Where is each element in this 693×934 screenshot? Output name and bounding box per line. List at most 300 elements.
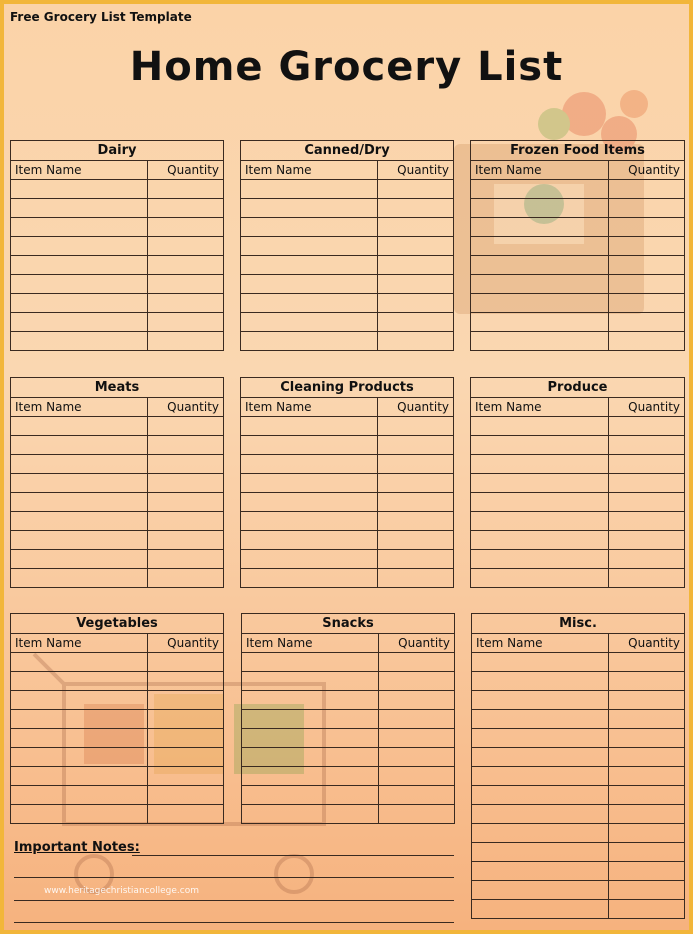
quantity-cell[interactable]	[377, 455, 453, 474]
table-row	[241, 493, 454, 512]
table-row	[471, 218, 685, 237]
table-row	[471, 237, 685, 256]
table-row	[471, 332, 685, 351]
section-title: Canned/Dry	[241, 141, 454, 161]
table-row	[471, 294, 685, 313]
table-row	[472, 748, 685, 767]
table-row	[471, 275, 685, 294]
quantity-cell[interactable]	[378, 672, 454, 691]
table-row	[242, 805, 455, 824]
quantity-header: Quantity	[377, 398, 453, 417]
quantity-header: Quantity	[147, 398, 223, 417]
section-title: Meats	[11, 378, 224, 398]
table-row	[11, 786, 224, 805]
item-name-header: Item Name	[11, 161, 148, 180]
item-name-cell[interactable]	[242, 653, 379, 672]
quantity-cell[interactable]	[147, 550, 223, 569]
table-row	[11, 550, 224, 569]
table-row	[472, 881, 685, 900]
item-name-cell[interactable]	[241, 237, 378, 256]
quantity-cell[interactable]	[147, 294, 223, 313]
table-row	[472, 672, 685, 691]
table-row	[471, 436, 685, 455]
section-title: Produce	[471, 378, 685, 398]
item-name-cell[interactable]	[472, 729, 609, 748]
quantity-cell[interactable]	[377, 294, 453, 313]
table-row	[471, 180, 685, 199]
item-name-cell[interactable]	[11, 237, 148, 256]
table-row	[472, 729, 685, 748]
quantity-cell[interactable]	[147, 531, 223, 550]
quantity-cell[interactable]	[377, 256, 453, 275]
item-name-cell[interactable]	[11, 729, 148, 748]
item-name-cell[interactable]	[241, 569, 378, 588]
quantity-cell[interactable]	[147, 455, 223, 474]
table-row	[471, 569, 685, 588]
table-row	[241, 218, 454, 237]
item-name-cell[interactable]	[11, 653, 148, 672]
item-name-cell[interactable]	[11, 805, 148, 824]
quantity-cell[interactable]	[608, 237, 684, 256]
notes-line[interactable]	[14, 900, 454, 901]
item-name-cell[interactable]	[472, 767, 609, 786]
table-row	[471, 417, 685, 436]
quantity-cell[interactable]	[378, 710, 454, 729]
table-row	[242, 710, 455, 729]
item-name-cell[interactable]	[241, 436, 378, 455]
quantity-cell[interactable]	[608, 550, 684, 569]
quantity-cell[interactable]	[377, 569, 453, 588]
table-row	[472, 900, 685, 919]
table-row	[11, 256, 224, 275]
quantity-cell[interactable]	[378, 653, 454, 672]
item-name-cell[interactable]	[11, 199, 148, 218]
quantity-cell[interactable]	[377, 417, 453, 436]
quantity-cell[interactable]	[608, 729, 684, 748]
grocery-section-table	[10, 377, 224, 588]
notes-line[interactable]	[14, 922, 454, 923]
item-name-cell[interactable]	[471, 275, 609, 294]
item-name-cell[interactable]	[242, 710, 379, 729]
item-name-cell[interactable]	[242, 748, 379, 767]
important-notes-label: Important Notes:	[14, 840, 140, 855]
table-row	[11, 294, 224, 313]
quantity-cell[interactable]	[147, 237, 223, 256]
quantity-cell[interactable]	[147, 313, 223, 332]
item-name-cell[interactable]	[11, 294, 148, 313]
quantity-cell[interactable]	[147, 672, 223, 691]
item-name-header: Item Name	[242, 634, 379, 653]
table-row	[11, 180, 224, 199]
item-name-cell[interactable]	[471, 237, 609, 256]
table-row	[242, 729, 455, 748]
quantity-cell[interactable]	[377, 180, 453, 199]
item-name-cell[interactable]	[11, 672, 148, 691]
quantity-cell[interactable]	[147, 275, 223, 294]
item-name-cell[interactable]	[11, 455, 148, 474]
item-name-cell[interactable]	[241, 275, 378, 294]
quantity-cell[interactable]	[377, 436, 453, 455]
notes-line[interactable]	[132, 855, 454, 856]
item-name-cell[interactable]	[471, 199, 609, 218]
item-name-cell[interactable]	[471, 180, 609, 199]
item-name-cell[interactable]	[471, 313, 609, 332]
quantity-cell[interactable]	[608, 332, 684, 351]
quantity-header: Quantity	[147, 161, 223, 180]
table-row	[11, 332, 224, 351]
quantity-cell[interactable]	[608, 691, 684, 710]
item-name-cell[interactable]	[471, 512, 609, 531]
quantity-header: Quantity	[608, 398, 684, 417]
quantity-cell[interactable]	[608, 569, 684, 588]
table-row	[11, 569, 224, 588]
item-name-cell[interactable]	[11, 218, 148, 237]
item-name-cell[interactable]	[472, 691, 609, 710]
quantity-cell[interactable]	[608, 455, 684, 474]
item-name-cell[interactable]	[242, 691, 379, 710]
table-row	[242, 786, 455, 805]
item-name-cell[interactable]	[11, 786, 148, 805]
item-name-cell[interactable]	[11, 275, 148, 294]
watermark: www.heritagechristiancollege.com	[44, 886, 199, 896]
item-name-cell[interactable]	[471, 531, 609, 550]
item-name-cell[interactable]	[472, 843, 609, 862]
quantity-cell[interactable]	[378, 691, 454, 710]
section-title: Snacks	[242, 614, 455, 634]
table-row	[472, 805, 685, 824]
table-row	[472, 843, 685, 862]
item-name-cell[interactable]	[472, 653, 609, 672]
table-row	[472, 824, 685, 843]
item-name-cell[interactable]	[242, 672, 379, 691]
quantity-cell[interactable]	[377, 531, 453, 550]
table-row	[241, 474, 454, 493]
item-name-cell[interactable]	[471, 436, 609, 455]
quantity-cell[interactable]	[608, 653, 684, 672]
quantity-cell[interactable]	[377, 512, 453, 531]
notes-line[interactable]	[14, 877, 454, 878]
quantity-cell[interactable]	[608, 256, 684, 275]
table-row	[241, 180, 454, 199]
quantity-cell[interactable]	[147, 512, 223, 531]
quantity-cell[interactable]	[147, 332, 223, 351]
quantity-cell[interactable]	[608, 824, 684, 843]
quantity-cell[interactable]	[608, 294, 684, 313]
table-row	[472, 653, 685, 672]
item-name-cell[interactable]	[11, 691, 148, 710]
item-name-cell[interactable]	[241, 474, 378, 493]
quantity-cell[interactable]	[378, 729, 454, 748]
table-row	[11, 237, 224, 256]
quantity-cell[interactable]	[378, 786, 454, 805]
quantity-cell[interactable]	[608, 710, 684, 729]
item-name-cell[interactable]	[11, 417, 148, 436]
table-row	[242, 672, 455, 691]
table-row	[241, 332, 454, 351]
quantity-cell[interactable]	[608, 275, 684, 294]
item-name-cell[interactable]	[11, 436, 148, 455]
quantity-cell[interactable]	[147, 691, 223, 710]
table-row	[241, 436, 454, 455]
table-row	[11, 672, 224, 691]
table-row	[471, 199, 685, 218]
item-name-cell[interactable]	[241, 493, 378, 512]
table-row	[241, 569, 454, 588]
grocery-section-table	[471, 613, 685, 919]
quantity-cell[interactable]	[147, 256, 223, 275]
item-name-cell[interactable]	[11, 256, 148, 275]
table-row	[241, 294, 454, 313]
item-name-cell[interactable]	[11, 767, 148, 786]
quantity-cell[interactable]	[608, 672, 684, 691]
item-name-cell[interactable]	[471, 218, 609, 237]
quantity-cell[interactable]	[147, 805, 223, 824]
quantity-cell[interactable]	[147, 729, 223, 748]
item-name-cell[interactable]	[472, 748, 609, 767]
table-row	[11, 417, 224, 436]
item-name-cell[interactable]	[471, 294, 609, 313]
quantity-cell[interactable]	[378, 767, 454, 786]
section-title: Misc.	[472, 614, 685, 634]
table-row	[11, 691, 224, 710]
table-row	[241, 256, 454, 275]
item-name-cell[interactable]	[242, 805, 379, 824]
quantity-header: Quantity	[378, 634, 454, 653]
quantity-cell[interactable]	[147, 786, 223, 805]
quantity-cell[interactable]	[608, 417, 684, 436]
item-name-cell[interactable]	[11, 710, 148, 729]
quantity-cell[interactable]	[377, 332, 453, 351]
table-row	[11, 512, 224, 531]
section-title: Dairy	[11, 141, 224, 161]
quantity-cell[interactable]	[608, 474, 684, 493]
item-name-cell[interactable]	[241, 512, 378, 531]
grocery-section-table	[240, 377, 454, 588]
item-name-header: Item Name	[241, 161, 378, 180]
table-row	[11, 218, 224, 237]
item-name-cell[interactable]	[471, 493, 609, 512]
table-row	[11, 313, 224, 332]
item-name-cell[interactable]	[11, 493, 148, 512]
grocery-section-table	[10, 140, 224, 351]
item-name-cell[interactable]	[242, 767, 379, 786]
quantity-cell[interactable]	[377, 275, 453, 294]
item-name-cell[interactable]	[241, 180, 378, 199]
quantity-cell[interactable]	[147, 653, 223, 672]
quantity-cell[interactable]	[608, 843, 684, 862]
quantity-cell[interactable]	[608, 180, 684, 199]
quantity-cell[interactable]	[608, 531, 684, 550]
table-row	[11, 493, 224, 512]
table-row	[471, 455, 685, 474]
item-name-cell[interactable]	[471, 332, 609, 351]
quantity-cell[interactable]	[608, 512, 684, 531]
table-row	[471, 550, 685, 569]
item-name-cell[interactable]	[472, 805, 609, 824]
item-name-header: Item Name	[11, 398, 148, 417]
quantity-cell[interactable]	[147, 493, 223, 512]
item-name-cell[interactable]	[472, 881, 609, 900]
table-row	[241, 512, 454, 531]
item-name-cell[interactable]	[11, 550, 148, 569]
quantity-cell[interactable]	[608, 436, 684, 455]
table-row	[471, 531, 685, 550]
table-row	[472, 691, 685, 710]
quantity-cell[interactable]	[377, 493, 453, 512]
quantity-cell[interactable]	[608, 199, 684, 218]
quantity-cell[interactable]	[608, 313, 684, 332]
grocery-section-table	[241, 613, 455, 824]
table-row	[471, 313, 685, 332]
section-title: Frozen Food Items	[471, 141, 685, 161]
table-row	[471, 512, 685, 531]
item-name-cell[interactable]	[241, 218, 378, 237]
item-name-cell[interactable]	[11, 531, 148, 550]
quantity-cell[interactable]	[608, 748, 684, 767]
quantity-cell[interactable]	[147, 748, 223, 767]
quantity-header: Quantity	[608, 161, 684, 180]
table-row	[11, 767, 224, 786]
quantity-cell[interactable]	[147, 710, 223, 729]
item-name-cell[interactable]	[471, 550, 609, 569]
item-name-cell[interactable]	[471, 474, 609, 493]
table-row	[11, 474, 224, 493]
item-name-cell[interactable]	[241, 332, 378, 351]
table-row	[241, 199, 454, 218]
section-title: Cleaning Products	[241, 378, 454, 398]
item-name-cell[interactable]	[472, 672, 609, 691]
quantity-cell[interactable]	[608, 862, 684, 881]
grocery-section-table	[470, 140, 685, 351]
item-name-cell[interactable]	[241, 531, 378, 550]
item-name-cell[interactable]	[241, 417, 378, 436]
item-name-cell[interactable]	[241, 313, 378, 332]
table-row	[471, 493, 685, 512]
item-name-cell[interactable]	[472, 824, 609, 843]
quantity-cell[interactable]	[608, 786, 684, 805]
quantity-cell[interactable]	[377, 218, 453, 237]
item-name-cell[interactable]	[11, 313, 148, 332]
item-name-header: Item Name	[241, 398, 378, 417]
item-name-cell[interactable]	[241, 550, 378, 569]
item-name-header: Item Name	[471, 161, 609, 180]
table-row	[241, 550, 454, 569]
table-row	[241, 417, 454, 436]
item-name-cell[interactable]	[242, 729, 379, 748]
item-name-header: Item Name	[471, 398, 609, 417]
quantity-cell[interactable]	[608, 493, 684, 512]
item-name-cell[interactable]	[11, 474, 148, 493]
item-name-header: Item Name	[11, 634, 148, 653]
quantity-cell[interactable]	[147, 417, 223, 436]
table-row	[11, 805, 224, 824]
table-row	[472, 710, 685, 729]
quantity-cell[interactable]	[378, 805, 454, 824]
template-label: Free Grocery List Template	[10, 10, 192, 24]
quantity-cell[interactable]	[608, 881, 684, 900]
table-row	[472, 862, 685, 881]
item-name-cell[interactable]	[472, 862, 609, 881]
table-row	[242, 653, 455, 672]
quantity-cell[interactable]	[378, 748, 454, 767]
quantity-cell[interactable]	[147, 180, 223, 199]
quantity-cell[interactable]	[377, 474, 453, 493]
quantity-cell[interactable]	[608, 900, 684, 919]
grocery-section-table	[470, 377, 685, 588]
grocery-section-table	[240, 140, 454, 351]
quantity-cell[interactable]	[147, 569, 223, 588]
table-row	[11, 275, 224, 294]
table-row	[472, 767, 685, 786]
table-row	[241, 455, 454, 474]
quantity-cell[interactable]	[147, 199, 223, 218]
table-row	[11, 710, 224, 729]
item-name-cell[interactable]	[241, 256, 378, 275]
quantity-cell[interactable]	[147, 767, 223, 786]
quantity-header: Quantity	[608, 634, 684, 653]
table-row	[11, 436, 224, 455]
quantity-cell[interactable]	[377, 313, 453, 332]
quantity-header: Quantity	[377, 161, 453, 180]
table-row	[241, 275, 454, 294]
table-row	[11, 455, 224, 474]
quantity-cell[interactable]	[147, 218, 223, 237]
table-row	[471, 256, 685, 275]
table-row	[241, 237, 454, 256]
section-title: Vegetables	[11, 614, 224, 634]
item-name-cell[interactable]	[241, 199, 378, 218]
item-name-cell[interactable]	[11, 512, 148, 531]
quantity-cell[interactable]	[608, 767, 684, 786]
item-name-cell[interactable]	[11, 180, 148, 199]
table-row	[472, 786, 685, 805]
item-name-cell[interactable]	[11, 332, 148, 351]
item-name-cell[interactable]	[471, 455, 609, 474]
item-name-cell[interactable]	[241, 455, 378, 474]
quantity-cell[interactable]	[608, 218, 684, 237]
quantity-cell[interactable]	[147, 474, 223, 493]
item-name-cell[interactable]	[241, 294, 378, 313]
table-row	[242, 767, 455, 786]
item-name-cell[interactable]	[472, 900, 609, 919]
quantity-cell[interactable]	[608, 805, 684, 824]
table-row	[11, 531, 224, 550]
item-name-cell[interactable]	[471, 569, 609, 588]
table-row	[11, 748, 224, 767]
item-name-cell[interactable]	[472, 786, 609, 805]
page-title: Home Grocery List	[129, 44, 564, 90]
item-name-cell[interactable]	[242, 786, 379, 805]
quantity-cell[interactable]	[377, 199, 453, 218]
table-row	[11, 199, 224, 218]
item-name-cell[interactable]	[11, 748, 148, 767]
quantity-cell[interactable]	[147, 436, 223, 455]
item-name-header: Item Name	[472, 634, 609, 653]
quantity-header: Quantity	[147, 634, 223, 653]
quantity-cell[interactable]	[377, 237, 453, 256]
table-row	[242, 748, 455, 767]
item-name-cell[interactable]	[471, 256, 609, 275]
table-row	[242, 691, 455, 710]
quantity-cell[interactable]	[377, 550, 453, 569]
item-name-cell[interactable]	[472, 710, 609, 729]
table-row	[11, 653, 224, 672]
table-row	[241, 313, 454, 332]
table-row	[11, 729, 224, 748]
grocery-section-table	[10, 613, 224, 824]
item-name-cell[interactable]	[471, 417, 609, 436]
item-name-cell[interactable]	[11, 569, 148, 588]
